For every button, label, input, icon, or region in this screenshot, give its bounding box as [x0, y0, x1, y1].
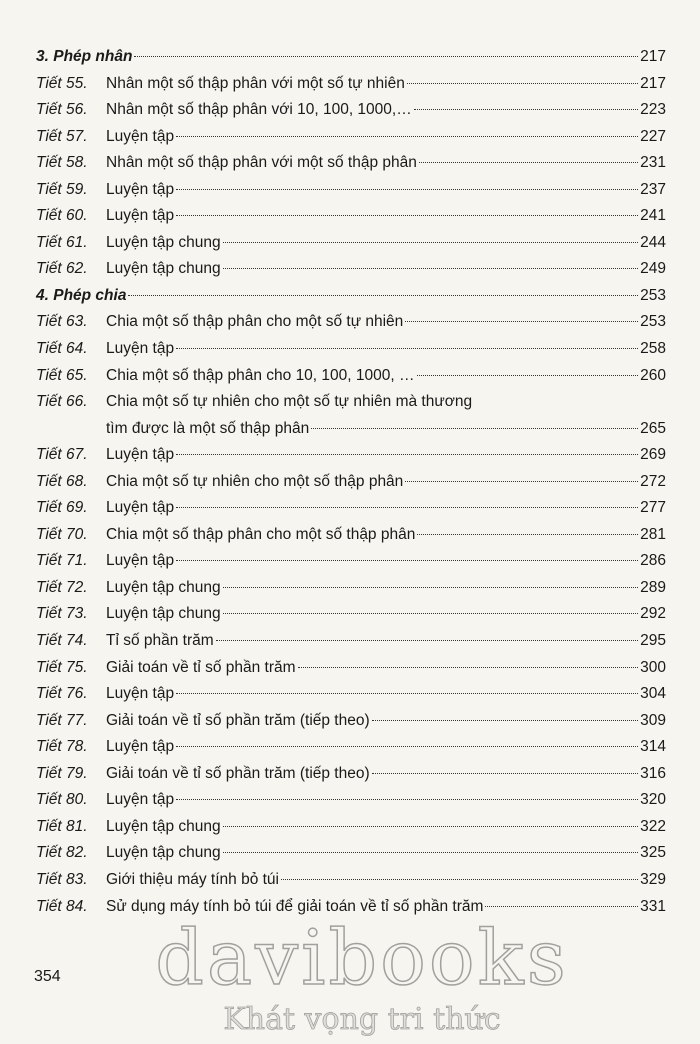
toc-entry — [36, 363, 666, 390]
toc-entry — [36, 177, 666, 204]
dot-leader — [176, 189, 638, 190]
toc-page-number: 217 — [640, 74, 666, 92]
dot-leader — [176, 746, 638, 747]
toc-entry-title: Chia một số tự nhiên cho một số tự nhiên mà thương — [106, 393, 473, 411]
toc-lesson-number: Tiết 67. — [36, 446, 88, 464]
toc-entry-title: Luyện tập — [106, 340, 175, 358]
toc-page-number: 289 — [640, 578, 666, 596]
toc-entry-title: Luyện tập — [106, 127, 175, 145]
toc-entry-title: Sử dụng máy tính bỏ túi để giải toán về tỉ số phần trăm — [106, 897, 484, 915]
toc-entry — [36, 495, 666, 522]
toc-page-number: 269 — [640, 446, 666, 464]
dot-leader — [176, 454, 638, 455]
toc-page-number: 223 — [640, 101, 666, 119]
toc-entry-title: Luyện tập chung — [106, 817, 221, 835]
toc-page-number: 300 — [640, 658, 666, 676]
watermark-brand: davibooks — [155, 913, 569, 1002]
toc-lesson-number: Tiết 77. — [36, 711, 88, 729]
page-number: 354 — [34, 968, 61, 985]
toc-lesson-number: Tiết 57. — [36, 127, 88, 145]
toc-entry — [36, 681, 666, 708]
toc-entry — [36, 389, 666, 416]
toc-entry — [36, 230, 666, 257]
dot-leader — [372, 720, 638, 721]
toc-entry-title: Luyện tập — [106, 552, 175, 570]
toc-entry-title: Luyện tập chung — [106, 578, 221, 596]
dot-leader — [372, 773, 638, 774]
dot-leader — [176, 215, 638, 216]
toc-entry-title: Luyện tập — [106, 499, 175, 517]
toc-page-number: 286 — [640, 552, 666, 570]
toc-lesson-number: Tiết 58. — [36, 154, 88, 172]
toc-lesson-number: Tiết 74. — [36, 632, 88, 650]
toc-lesson-number: Tiết 84. — [36, 897, 88, 915]
toc-page-number: 325 — [640, 844, 666, 862]
toc-lesson-number: Tiết 64. — [36, 340, 88, 358]
toc-entry-title: Chia một số thập phân cho 10, 100, 1000, … — [106, 366, 415, 384]
toc-lesson-number: Tiết 76. — [36, 685, 88, 703]
toc-lesson-number: Tiết 68. — [36, 472, 88, 490]
dot-leader — [419, 162, 638, 163]
dot-leader — [223, 826, 639, 827]
toc-entry-title: Chia một số thập phân cho một số thập phân — [106, 525, 416, 543]
toc-entry — [36, 336, 666, 363]
toc-entry — [36, 894, 666, 921]
toc-page-number: 322 — [640, 817, 666, 835]
toc-entry — [36, 97, 666, 124]
toc-entry — [36, 655, 666, 682]
toc-entry-title: Nhân một số thập phân với một số thập phân — [106, 154, 417, 172]
toc-entry — [36, 628, 666, 655]
dot-leader — [417, 375, 639, 376]
dot-leader — [311, 428, 638, 429]
dot-leader — [176, 799, 638, 800]
toc-page-number: 277 — [640, 499, 666, 517]
toc-page-number: 320 — [640, 791, 666, 809]
toc-entry-title: Luyện tập — [106, 738, 175, 756]
toc-entry — [36, 416, 666, 443]
dot-leader — [216, 640, 638, 641]
toc-lesson-number: Tiết 83. — [36, 870, 88, 888]
toc-lesson-number: Tiết 60. — [36, 207, 88, 225]
toc-lesson-number: Tiết 69. — [36, 499, 88, 517]
toc-page-number: 331 — [640, 897, 666, 915]
toc-lesson-number: Tiết 61. — [36, 233, 88, 251]
toc-entry — [36, 256, 666, 283]
toc-page-number: 309 — [640, 711, 666, 729]
toc-page-number: 253 — [640, 313, 666, 331]
toc-section-title: 3. Phép nhân — [36, 48, 133, 65]
dot-leader — [223, 587, 639, 588]
toc-page-number: 314 — [640, 738, 666, 756]
toc-entry — [36, 708, 666, 735]
dot-leader — [414, 109, 638, 110]
toc-entry-title: Luyện tập — [106, 207, 175, 225]
toc-page-number: 316 — [640, 764, 666, 782]
toc-entry-title: Giới thiệu máy tính bỏ túi — [106, 870, 279, 888]
toc-page-number: 260 — [640, 366, 666, 384]
toc-page-number: 329 — [640, 870, 666, 888]
toc-entry-title: Chia một số thập phân cho một số tự nhiên — [106, 313, 404, 331]
toc-page-number: 253 — [640, 286, 666, 304]
toc-entry-title: Chia một số tự nhiên cho một số thập phân — [106, 472, 404, 490]
dot-leader — [176, 560, 638, 561]
toc-entry-title: Nhân một số thập phân với 10, 100, 1000,… — [106, 101, 412, 119]
toc-entry-title: Luyện tập chung — [106, 605, 221, 623]
toc-section-heading — [36, 44, 666, 71]
toc-lesson-number: Tiết 65. — [36, 366, 88, 384]
dot-leader — [417, 534, 638, 535]
toc-entry-title: Nhân một số thập phân với một số tự nhiên — [106, 74, 405, 92]
toc-entry-title: Luyện tập chung — [106, 260, 221, 278]
toc-section-title: 4. Phép chia — [36, 286, 127, 304]
toc-entry — [36, 71, 666, 98]
toc-lesson-number: Tiết 56. — [36, 101, 88, 119]
toc-lesson-number: Tiết 78. — [36, 738, 88, 756]
toc-page-number: 217 — [640, 48, 666, 65]
toc-page-number: 265 — [640, 419, 666, 437]
dot-leader — [134, 56, 638, 57]
toc-lesson-number: Tiết 70. — [36, 525, 88, 543]
toc-lesson-number: Tiết 73. — [36, 605, 88, 623]
toc-page-number: 272 — [640, 472, 666, 490]
toc-entry — [36, 548, 666, 575]
toc-page-number: 231 — [640, 154, 666, 172]
toc-entry — [36, 601, 666, 628]
toc-lesson-number: Tiết 55. — [36, 74, 88, 92]
dot-leader — [176, 348, 638, 349]
toc-entry — [36, 522, 666, 549]
dot-leader — [405, 321, 638, 322]
toc-entry — [36, 814, 666, 841]
toc-entry — [36, 124, 666, 151]
toc-entry-title: Luyện tập chung — [106, 233, 221, 251]
toc-entry — [36, 867, 666, 894]
toc-page-number: 304 — [640, 685, 666, 703]
toc-lesson-number: Tiết 75. — [36, 658, 88, 676]
toc-entry — [36, 150, 666, 177]
toc-entry — [36, 575, 666, 602]
watermark-slogan: Khát vọng tri thức — [223, 1002, 501, 1037]
table-of-contents — [36, 44, 666, 920]
toc-entry — [36, 469, 666, 496]
toc-lesson-number: Tiết 81. — [36, 817, 88, 835]
toc-page-number: 258 — [640, 340, 666, 358]
toc-entry-title: Luyện tập — [106, 685, 175, 703]
toc-page-number: 244 — [640, 233, 666, 251]
dot-leader — [407, 83, 638, 84]
toc-entry-title: Giải toán về tỉ số phần trăm — [106, 658, 296, 676]
toc-lesson-number: Tiết 59. — [36, 180, 88, 198]
dot-leader — [298, 667, 639, 668]
toc-entry-title: Luyện tập — [106, 791, 175, 809]
toc-lesson-number: Tiết 82. — [36, 844, 88, 862]
dot-leader — [405, 481, 638, 482]
toc-lesson-number: Tiết 79. — [36, 764, 88, 782]
dot-leader — [281, 879, 638, 880]
toc-entry — [36, 761, 666, 788]
toc-entry-title: Tỉ số phần trăm — [106, 632, 214, 650]
toc-entry — [36, 840, 666, 867]
toc-entry-title: Giải toán về tỉ số phần trăm (tiếp theo) — [106, 711, 370, 729]
toc-entry-title: Luyện tập chung — [106, 844, 221, 862]
watermark — [152, 913, 572, 1038]
toc-lesson-number: Tiết 71. — [36, 552, 88, 570]
toc-entry — [36, 203, 666, 230]
toc-lesson-number: Tiết 80. — [36, 791, 88, 809]
toc-page-number: 241 — [640, 207, 666, 225]
toc-entry-title: Luyện tập — [106, 446, 175, 464]
toc-section-heading — [36, 283, 666, 310]
toc-entry-title: Giải toán về tỉ số phần trăm (tiếp theo) — [106, 764, 370, 782]
toc-lesson-number: Tiết 62. — [36, 260, 88, 278]
dot-leader — [176, 507, 638, 508]
dot-leader — [223, 268, 639, 269]
dot-leader — [223, 613, 639, 614]
toc-lesson-number: Tiết 72. — [36, 578, 88, 596]
toc-entry-title: Luyện tập — [106, 180, 175, 198]
toc-page-number: 281 — [640, 525, 666, 543]
dot-leader — [128, 295, 638, 296]
toc-entry — [36, 734, 666, 761]
toc-entry — [36, 309, 666, 336]
dot-leader — [223, 242, 639, 243]
toc-entry — [36, 442, 666, 469]
dot-leader — [223, 852, 639, 853]
toc-page-number: 292 — [640, 605, 666, 623]
toc-lesson-number: Tiết 63. — [36, 313, 88, 331]
toc-page-number: 249 — [640, 260, 666, 278]
dot-leader — [485, 906, 638, 907]
toc-page-number: 227 — [640, 127, 666, 145]
toc-entry — [36, 787, 666, 814]
toc-page-number: 237 — [640, 180, 666, 198]
dot-leader — [176, 136, 638, 137]
toc-lesson-number: Tiết 66. — [36, 393, 88, 411]
dot-leader — [176, 693, 638, 694]
toc-page-number: 295 — [640, 632, 666, 650]
toc-entry-title: tìm được là một số thập phân — [106, 419, 310, 437]
